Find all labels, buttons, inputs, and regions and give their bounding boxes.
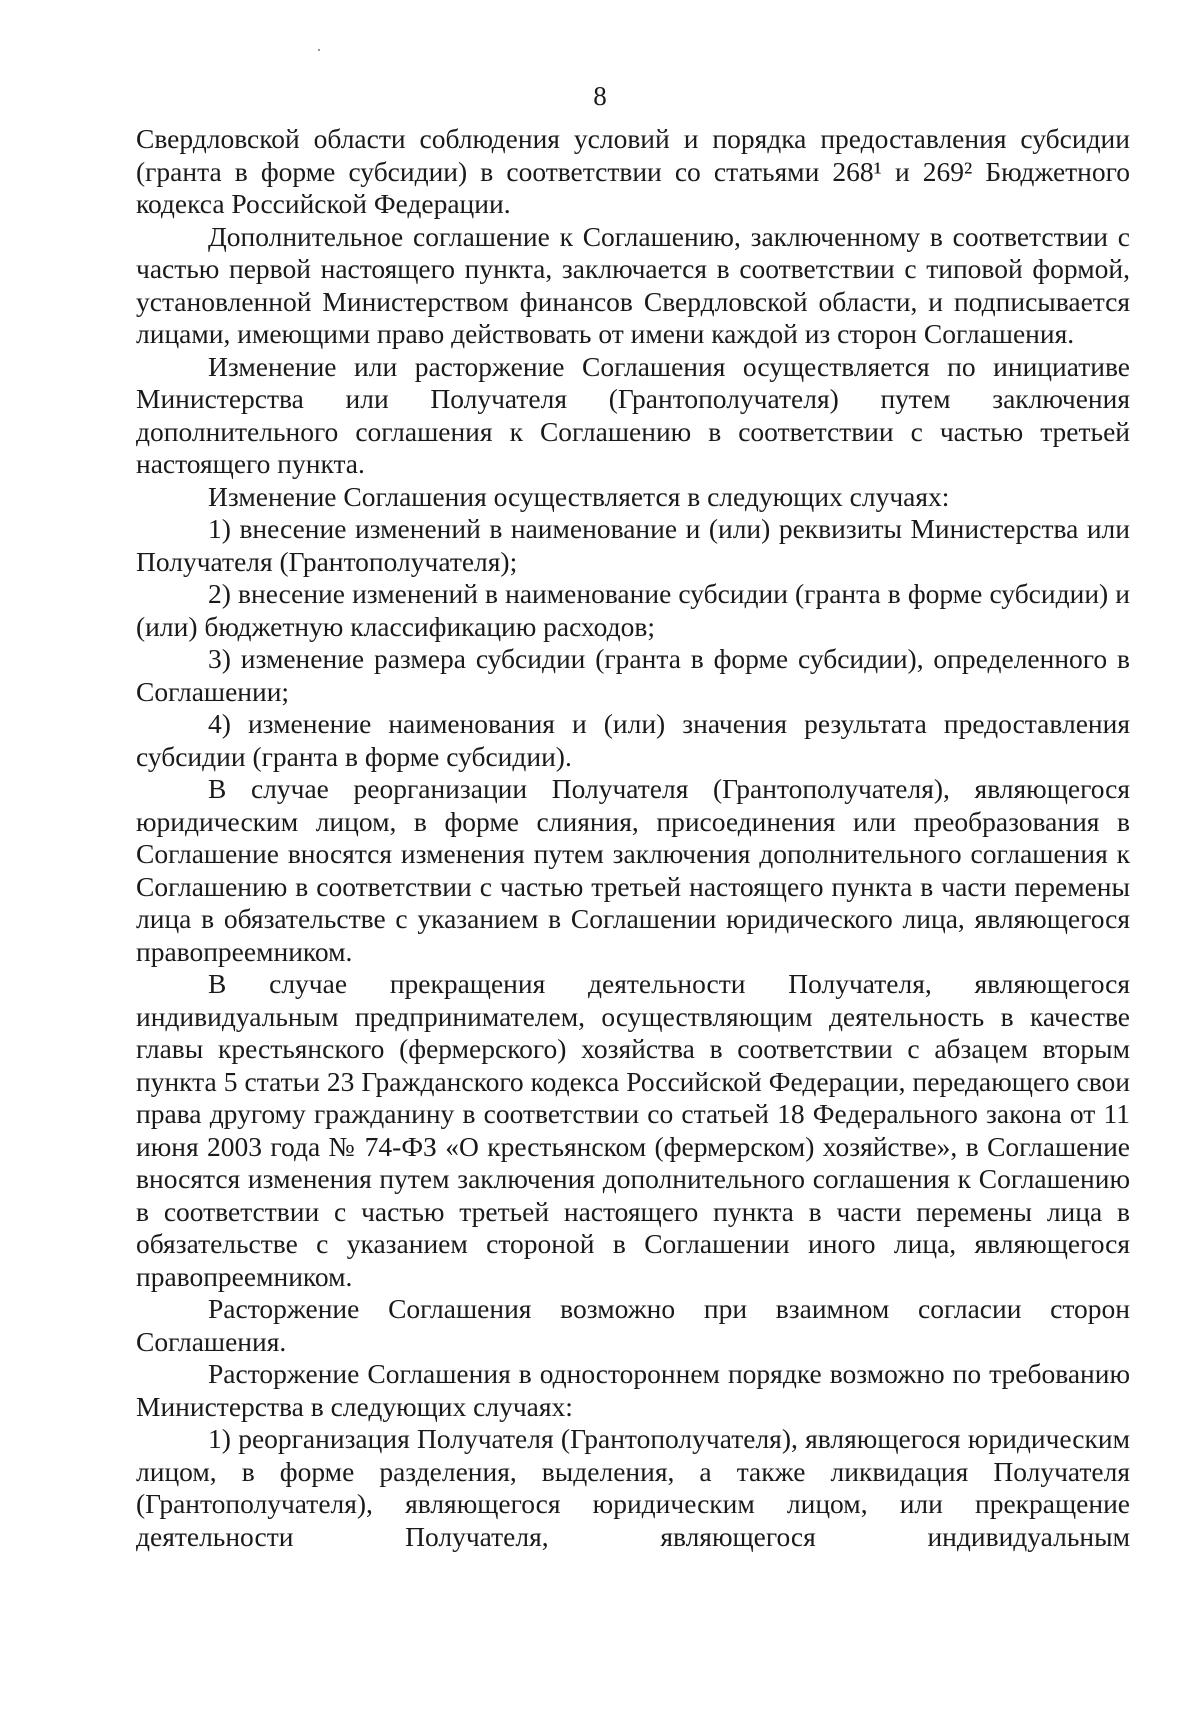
paragraph: Изменение или расторжение Соглашения осуществляется по инициативе Министерства или Получателя (Грантополучателя) путем заключения дополнительного соглашения к Соглашению в соответствии с частью третьей настоящего пункта. [136,350,1130,479]
list-item: 1) внесение изменений в наименование и (или) реквизиты Министерства или Получателя (Грантополучателя); [136,513,1130,577]
list-item: 1) реорганизация Получателя (Грантополучателя), являющегося юридическим лицом, в форме разделения, выделения, а также ликвидация Получателя (Грантополучателя), являющегося юридическим лицом, или прекращение деятельности Получателя, являющегося индивидуальным [136,1423,1130,1552]
list-item: 4) изменение наименования и (или) значения результата предоставления субсидии (гранта в форме субсидии). [136,708,1130,772]
list-item: 3) изменение размера субсидии (гранта в форме субсидии), определенного в Соглашении; [136,643,1130,707]
paragraph: Свердловской области соблюдения условий и порядка предоставления субсидии (гранта в форме субсидии) в соответствии со статьями 268¹ и 269² Бюджетного кодекса Российской Федерации. [136,123,1130,219]
body-text [136,123,1130,1553]
paragraph: Дополнительное соглашение к Соглашению, заключенному в соответствии с частью первой настоящего пункта, заключается в соответствии с типовой формой, установленной Министерством финансов Свердловской области, и подписывается лицами, имеющими право действовать от имени каждой из сторон Соглашения. [136,220,1130,349]
page-number: 8 [593,81,607,111]
paragraph: Изменение Соглашения осуществляется в следующих случаях: [208,480,950,512]
paragraph: В случае реорганизации Получателя (Грантополучателя), являющегося юридическим лицом, в форме слияния, присоединения или преобразования в Соглашение вносятся изменения путем заключения дополнительного соглашения к Соглашению в соответствии с частью третьей настоящего пункта в части перемены лица в обязательстве с указанием в Соглашении юридического лица, являющегося правопреемником. [136,773,1130,967]
paragraph: В случае прекращения деятельности Получателя, являющегося индивидуальным предпринимателем, осуществляющим деятельность в качестве главы крестьянского (фермерского) хозяйства в соответствии с абзацем вторым пункта 5 статьи 23 Гражданского кодекса Российской Федерации, передающего свои права другому гражданину в соответствии со статьей 18 Федерального закона от 11 июня 2003 года № 74-ФЗ «О крестьянском (фермерском) хозяйстве», в Соглашение вносятся изменения путем заключения дополнительного соглашения к Соглашению в соответствии с частью третьей настоящего пункта в части перемены лица в обязательстве с указанием стороной в Соглашении иного лица, являющегося правопреемником. [136,968,1130,1292]
list-item: 2) внесение изменений в наименование субсидии (гранта в форме субсидии) и (или) бюджетную классификацию расходов; [136,578,1130,642]
scan-speck [318,49,320,51]
paragraph: Расторжение Соглашения возможно при взаимном согласии сторон Соглашения. [136,1293,1130,1357]
paragraph: Расторжение Соглашения в одностороннем порядке возможно по требованию Министерства в следующих случаях: [136,1358,1130,1422]
